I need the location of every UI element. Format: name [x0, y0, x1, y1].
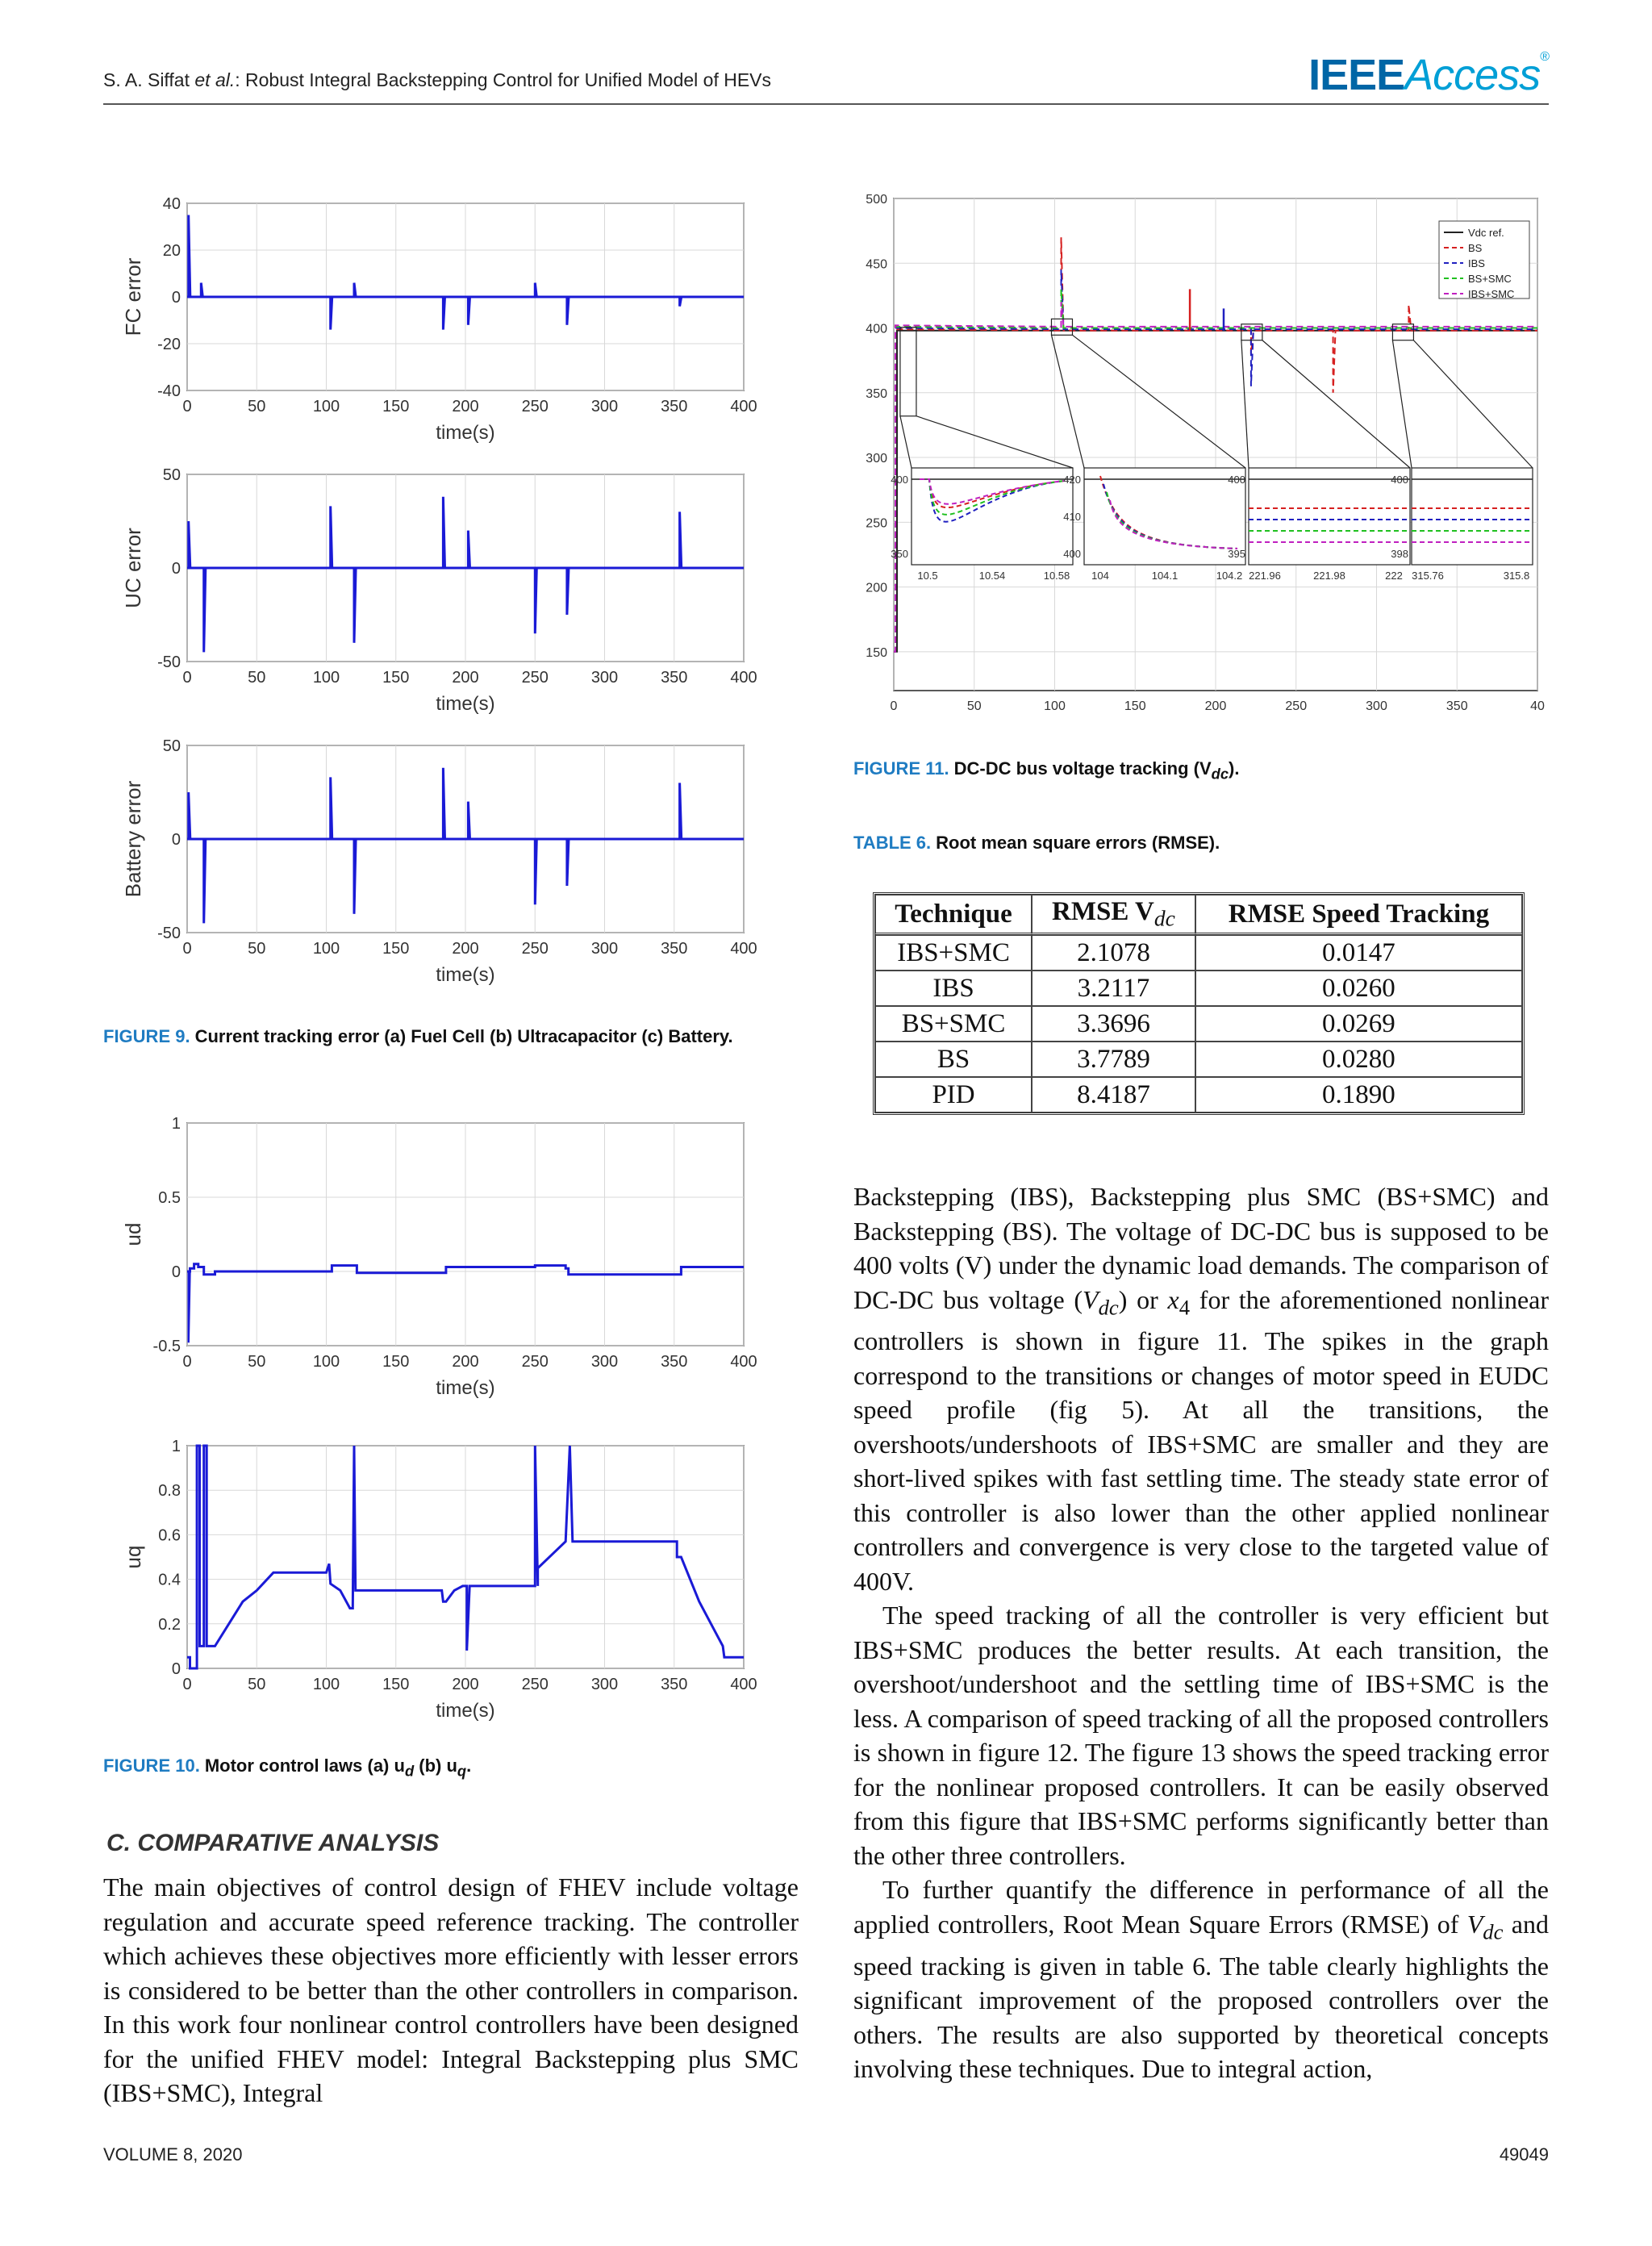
fig10-uq-x-tick-label: 400 — [730, 1676, 757, 1693]
header-rule — [103, 103, 1549, 105]
fig9-panel-2-x-tick-label: 150 — [382, 669, 410, 687]
fig9-panel-3-x-axis-label: time(s) — [436, 964, 495, 986]
table-6-caption — [853, 833, 1220, 854]
fig10-ud-x-tick-label: 350 — [661, 1353, 688, 1371]
fig10-uq-y-tick-label: 0.6 — [158, 1526, 181, 1545]
fig11-inset2-x-tick: 104 — [1091, 570, 1109, 582]
fig11-legend-label: IBS — [1468, 257, 1485, 269]
fig11-x-tick-label: 200 — [1204, 699, 1227, 713]
fig11-inset4-x-tick: 315.8 — [1503, 570, 1530, 582]
fig11-x-tick-label: 40 — [1530, 699, 1545, 713]
fig10-uq-x-tick-label: 50 — [248, 1676, 266, 1693]
cell-rmse-vdc: 3.2117 — [1032, 971, 1195, 1006]
fig9-panel-3-y-axis-label: Battery error — [121, 780, 145, 898]
left-paragraph-1: The main objectives of control design of FHEV include voltage regulation and accurate speed reference tracking. The controller which achieves these objectives more efficiently with lesser errors is considered to be better than the other controllers in comparison. In this work four nonlinear control controllers have been designed for the unified FHEV model: Integral Backstepping plus SMC (IBS+SMC), Integral — [103, 1872, 799, 2107]
fig11-inset4-y-tick: 398 — [1391, 548, 1408, 560]
fig9-panel-3-y-tick-label: 0 — [171, 831, 181, 849]
cell-technique: IBS — [875, 971, 1032, 1006]
fig11-legend-label: Vdc ref. — [1468, 227, 1504, 239]
fig10-uq-x-tick-label: 100 — [312, 1676, 340, 1693]
fig10-uq-y-tick-label: 0 — [171, 1660, 181, 1678]
cell-rmse-speed: 0.0147 — [1195, 935, 1522, 971]
header-etal: et al. — [194, 69, 236, 90]
right-p3-vdc-sub: dc — [1483, 1919, 1504, 1944]
fig11-y-tick-label: 350 — [866, 386, 887, 401]
fig9-panel-1-x-tick-label: 350 — [661, 398, 688, 415]
fig10-ud-x-tick-label: 100 — [312, 1353, 340, 1371]
fig10-uq-x-tick-label: 250 — [521, 1676, 549, 1693]
figure-11-caption — [853, 758, 1239, 783]
cell-rmse-vdc: 3.7789 — [1032, 1042, 1195, 1077]
fig9-panel-2-x-axis-label: time(s) — [436, 693, 495, 715]
table-row — [875, 1006, 1522, 1042]
footer-volume: VOLUME 8, 2020 — [103, 2144, 243, 2165]
fig9-panel-2-x-tick-label: 250 — [521, 669, 549, 687]
fig11-inset1-x-tick: 10.5 — [917, 570, 938, 582]
figure-10-caption — [103, 1755, 471, 1780]
logo-ieee: IEEE — [1308, 51, 1405, 99]
col-rmse-vdc — [1032, 895, 1195, 935]
fig9-panel-3-x-tick-label: 400 — [730, 940, 757, 958]
figure-11-plot — [853, 184, 1547, 741]
figure-9-caption — [103, 1026, 733, 1047]
figure-10-caption-sub-d: d — [404, 1762, 415, 1780]
fig10-uq-y-tick-label: 0.8 — [158, 1482, 181, 1501]
logo-access: Access — [1404, 51, 1541, 99]
cell-technique: BS — [875, 1042, 1032, 1077]
fig10-ud-x-tick-label: 150 — [382, 1353, 410, 1371]
fig10-ud-y-tick-label: 0 — [171, 1263, 181, 1281]
rmse-table-body — [875, 935, 1522, 1113]
fig11-inset3-x-tick: 221.96 — [1249, 570, 1281, 582]
fig11-inset2-x-tick: 104.2 — [1216, 570, 1243, 582]
fig10-ud-x-tick-label: 200 — [452, 1353, 479, 1371]
fig11-x-tick-label: 150 — [1124, 699, 1146, 713]
fig9-panel-1-x-tick-label: 300 — [590, 398, 619, 415]
fig9-panel-2-y-tick-label: 50 — [162, 466, 181, 484]
right-p1-x: x — [1167, 1284, 1179, 1314]
fig10-uq-y-axis-label: uq — [121, 1545, 145, 1569]
figure-9-caption-text: Current tracking error (a) Fuel Cell (b) Ultracapacitor (c) Battery. — [194, 1026, 733, 1046]
fig9-panel-3-x-tick-label: 200 — [452, 940, 479, 958]
fig11-x-tick-label: 250 — [1285, 699, 1308, 713]
fig10-ud-x-tick-label: 400 — [730, 1353, 757, 1371]
fig9-panel-1-x-tick-label: 50 — [248, 398, 266, 415]
fig10-uq-y-tick-label: 0.4 — [158, 1571, 181, 1589]
fig11-y-tick-label: 300 — [866, 452, 887, 466]
table-row — [875, 1042, 1522, 1077]
fig11-y-tick-label: 450 — [866, 257, 887, 272]
fig11-x-tick-label: 50 — [966, 699, 982, 713]
fig9-panel-1-x-tick-label: 150 — [382, 398, 410, 415]
fig9-panel-3-x-tick-label: 250 — [521, 940, 549, 958]
cell-rmse-vdc: 2.1078 — [1032, 935, 1195, 971]
right-paragraph-3 — [853, 1872, 1549, 2085]
fig11-legend-label: BS — [1468, 242, 1483, 254]
right-p1-b: ) or — [1118, 1284, 1168, 1314]
fig11-inset3 — [1228, 468, 1410, 582]
table-6-label: TABLE 6. — [853, 833, 932, 853]
table-row — [875, 971, 1522, 1006]
table-row — [875, 935, 1522, 971]
fig11-y-tick-label: 200 — [866, 581, 887, 595]
fig10-uq-x-axis-label: time(s) — [436, 1700, 495, 1722]
right-p1-c: for the aforementioned nonlinear controllers is shown in figure 11. The spikes in the graph correspond to the transitions or changes of motor speed in EUDC speed profile (fig 5). At all the transitions, the overshoots/undershoots of IBS+SMC are smaller and they are short-lived spikes with fast settling time. The steady state error of this controller is also lower than the other applied nonlinear controllers and convergence is very close to the targeted value of 400V. — [853, 1284, 1550, 1596]
fig11-y-tick-label: 500 — [866, 193, 887, 207]
fig10-uq-y-tick-label: 1 — [171, 1438, 181, 1455]
figure-10-plot — [113, 1112, 774, 1733]
fig9-panel-1-y-axis-label: FC error — [121, 257, 145, 336]
fig10-ud-x-tick-label: 50 — [248, 1353, 266, 1371]
cell-rmse-speed: 0.0280 — [1195, 1042, 1522, 1077]
fig9-panel-1-y-tick-label: 40 — [162, 195, 181, 213]
fig11-inset2 — [1063, 468, 1245, 582]
fig9-panel-1-y-tick-label: -40 — [157, 382, 181, 400]
fig11-inset4-frame — [1412, 468, 1533, 565]
figure-11-label: FIGURE 11. — [853, 758, 949, 779]
registered-mark-icon: ® — [1540, 50, 1549, 64]
fig11-inset2-y-tick: 420 — [1063, 474, 1081, 486]
figure-10-caption-a: Motor control laws (a) u — [204, 1755, 405, 1776]
fig9-panel-1-x-tick-label: 400 — [730, 398, 757, 415]
figure-11-caption-sub: dc — [1211, 765, 1229, 783]
fig9-panel-2-x-tick-label: 350 — [661, 669, 688, 687]
fig9-panel-3-x-tick-label: 100 — [312, 940, 340, 958]
fig9-panel-3-x-tick-label: 300 — [590, 940, 619, 958]
fig9-panel-2-x-tick-label: 0 — [182, 669, 192, 687]
right-paragraph-2: The speed tracking of all the controller is very efficient but IBS+SMC produces the better results. At each transition, the overshoot/undershoot and the settling time of IBS+SMC is the less. A comparison of speed tracking of all the proposed controllers is shown in figure 12. The figure 13 shows the speed tracking error for the nonlinear proposed controllers. It can be easily observed from this figure that IBS+SMC performs significantly better than the other three controllers. — [853, 1601, 1549, 1870]
fig9-panel-1-x-tick-label: 200 — [452, 398, 479, 415]
rmse-table — [873, 892, 1525, 1115]
fig11-inset3-y-tick: 395 — [1228, 548, 1245, 560]
fig11-x-tick-label: 350 — [1446, 699, 1468, 713]
right-p3-a: To further quantify the difference in performance of all the applied controllers, Root Mean Square Errors (RMSE) of — [853, 1875, 1549, 1939]
fig10-uq-x-tick-label: 300 — [590, 1676, 619, 1693]
fig11-inset3-frame — [1249, 468, 1410, 565]
ieee-access-logo — [1308, 50, 1549, 100]
section-heading: C. COMPARATIVE ANALYSIS — [106, 1830, 440, 1856]
col-rmse-vdc-label: RMSE V — [1052, 896, 1154, 926]
fig9-panel-2-x-tick-label: 300 — [590, 669, 619, 687]
table-6-caption-text: Root mean square errors (RMSE). — [936, 833, 1220, 853]
fig9-panel-2-y-tick-label: 0 — [171, 560, 181, 578]
fig9-panel-2-x-tick-label: 200 — [452, 669, 479, 687]
fig11-inset4-y-tick: 400 — [1391, 474, 1408, 486]
fig9-panel-1-x-tick-label: 250 — [521, 398, 549, 415]
fig11-y-tick-label: 250 — [866, 516, 887, 531]
col-rmse-speed: RMSE Speed Tracking — [1195, 895, 1522, 935]
left-column-text — [103, 1870, 799, 2110]
right-p1-x-sub: 4 — [1179, 1294, 1191, 1319]
fig9-panel-1-y-tick-label: -20 — [157, 336, 181, 353]
cell-technique: IBS+SMC — [875, 935, 1032, 971]
fig11-inset2-x-tick: 104.1 — [1151, 570, 1179, 582]
header-authors: S. A. Siffat — [103, 69, 190, 90]
fig11-inset4 — [1391, 468, 1533, 582]
figure-10-label: FIGURE 10. — [103, 1755, 200, 1776]
cell-technique: BS+SMC — [875, 1006, 1032, 1042]
running-head — [103, 69, 771, 91]
fig10-ud-y-tick-label: 1 — [171, 1115, 181, 1133]
figure-10-caption-sub-q: q — [457, 1762, 467, 1780]
right-p1-vdc-sub: dc — [1098, 1294, 1119, 1319]
fig9-panel-1-x-tick-label: 100 — [312, 398, 340, 415]
fig10-ud-y-tick-label: -0.5 — [152, 1338, 181, 1355]
fig11-x-tick-label: 300 — [1366, 699, 1387, 713]
right-p3-vdc: V — [1466, 1909, 1483, 1939]
fig9-panel-1-x-axis-label: time(s) — [436, 422, 495, 444]
fig9-panel-2-x-tick-label: 400 — [730, 669, 757, 687]
right-paragraph-1 — [853, 1179, 1549, 1598]
cell-technique: PID — [875, 1077, 1032, 1113]
fig10-ud-y-axis-label: ud — [121, 1222, 145, 1246]
fig11-inset1-y-tick: 400 — [891, 474, 908, 486]
fig11-y-tick-label: 400 — [866, 322, 887, 336]
fig10-uq-x-tick-label: 350 — [661, 1676, 688, 1693]
fig9-panel-1-y-tick-label: 20 — [162, 242, 181, 260]
cell-rmse-speed: 0.0269 — [1195, 1006, 1522, 1042]
fig11-x-tick-label: 0 — [890, 699, 898, 713]
fig9-panel-3-x-tick-label: 350 — [661, 940, 688, 958]
cell-rmse-speed: 0.1890 — [1195, 1077, 1522, 1113]
fig10-uq-x-tick-label: 0 — [182, 1676, 192, 1693]
fig9-panel-3-x-tick-label: 50 — [248, 940, 266, 958]
fig10-uq-y-tick-label: 0.2 — [158, 1615, 181, 1634]
fig9-panel-2-y-axis-label: UC error — [121, 528, 145, 608]
fig11-inset1-y-tick: 350 — [891, 548, 908, 560]
fig11-legend-label: IBS+SMC — [1468, 288, 1515, 300]
fig11-legend-label: BS+SMC — [1468, 273, 1512, 285]
fig9-panel-2-x-tick-label: 100 — [312, 669, 340, 687]
fig11-y-tick-label: 150 — [866, 645, 887, 660]
fig9-panel-1-x-tick-label: 0 — [182, 398, 192, 415]
fig10-ud-y-tick-label: 0.5 — [158, 1189, 181, 1207]
fig10-uq-x-tick-label: 200 — [452, 1676, 479, 1693]
fig9-panel-1-y-tick-label: 0 — [171, 289, 181, 307]
fig11-inset3-x-tick: 221.98 — [1313, 570, 1345, 582]
cell-rmse-speed: 0.0260 — [1195, 971, 1522, 1006]
fig11-inset2-y-tick: 410 — [1063, 511, 1081, 523]
fig11-inset3-x-tick: 222 — [1385, 570, 1403, 582]
fig10-ud-x-tick-label: 300 — [590, 1353, 619, 1371]
fig10-uq-x-tick-label: 150 — [382, 1676, 410, 1693]
right-p1-vdc: V — [1083, 1284, 1099, 1314]
col-rmse-vdc-sub: dc — [1153, 905, 1175, 931]
figure-9-label: FIGURE 9. — [103, 1026, 190, 1046]
right-p1-a: Backstepping (IBS), Backstepping plus SMC (BS+SMC) and Backstepping (BS). The voltage of DC-DC bus is supposed to be 400 volts (V) under the dynamic load demands. The comparison of DC-DC bus voltage ( — [853, 1182, 1549, 1314]
figure-10-caption-b: (b) u — [414, 1755, 457, 1776]
fig9-panel-3-y-tick-label: 50 — [162, 737, 181, 755]
fig9-panel-2-y-tick-label: -50 — [157, 653, 181, 671]
fig9-panel-3-x-tick-label: 150 — [382, 940, 410, 958]
table-header-row — [875, 895, 1522, 935]
figure-11-caption-end: ). — [1229, 758, 1240, 779]
fig11-inset3-y-tick: 400 — [1228, 474, 1245, 486]
fig9-panel-3-y-tick-label: -50 — [157, 925, 181, 942]
cell-rmse-vdc: 3.3696 — [1032, 1006, 1195, 1042]
header-title: : Robust Integral Backstepping Control for Unified Model of HEVs — [235, 69, 772, 90]
figure-11-caption-text: DC-DC bus voltage tracking (V — [953, 758, 1212, 779]
table-row — [875, 1077, 1522, 1113]
fig9-panel-2-x-tick-label: 50 — [248, 669, 266, 687]
right-column-text — [853, 1179, 1549, 2086]
fig11-inset1-x-tick: 10.54 — [978, 570, 1006, 582]
fig10-ud-x-tick-label: 0 — [182, 1353, 192, 1371]
figure-9-plot — [113, 187, 774, 1010]
fig10-ud-x-tick-label: 250 — [521, 1353, 549, 1371]
col-technique: Technique — [875, 895, 1032, 935]
fig11-inset2-y-tick: 400 — [1063, 548, 1081, 560]
cell-rmse-vdc: 8.4187 — [1032, 1077, 1195, 1113]
right-p3-b: and speed tracking is given in table 6. The table clearly highlights the significant improvement of the proposed controllers over the others. The results are also supported by theoretical concepts involving these techniques. Due to integral action, — [853, 1909, 1550, 2084]
fig11-inset4-x-tick: 315.76 — [1412, 570, 1444, 582]
fig10-ud-x-axis-label: time(s) — [436, 1377, 495, 1399]
fig9-panel-3-x-tick-label: 0 — [182, 940, 192, 958]
fig11-inset2-frame — [1084, 468, 1245, 565]
figure-10-caption-end: . — [466, 1755, 472, 1776]
fig11-inset1 — [891, 468, 1073, 582]
fig11-inset1-x-tick: 10.58 — [1043, 570, 1070, 582]
footer-page-number: 49049 — [1499, 2144, 1549, 2165]
fig11-x-tick-label: 100 — [1044, 699, 1066, 713]
